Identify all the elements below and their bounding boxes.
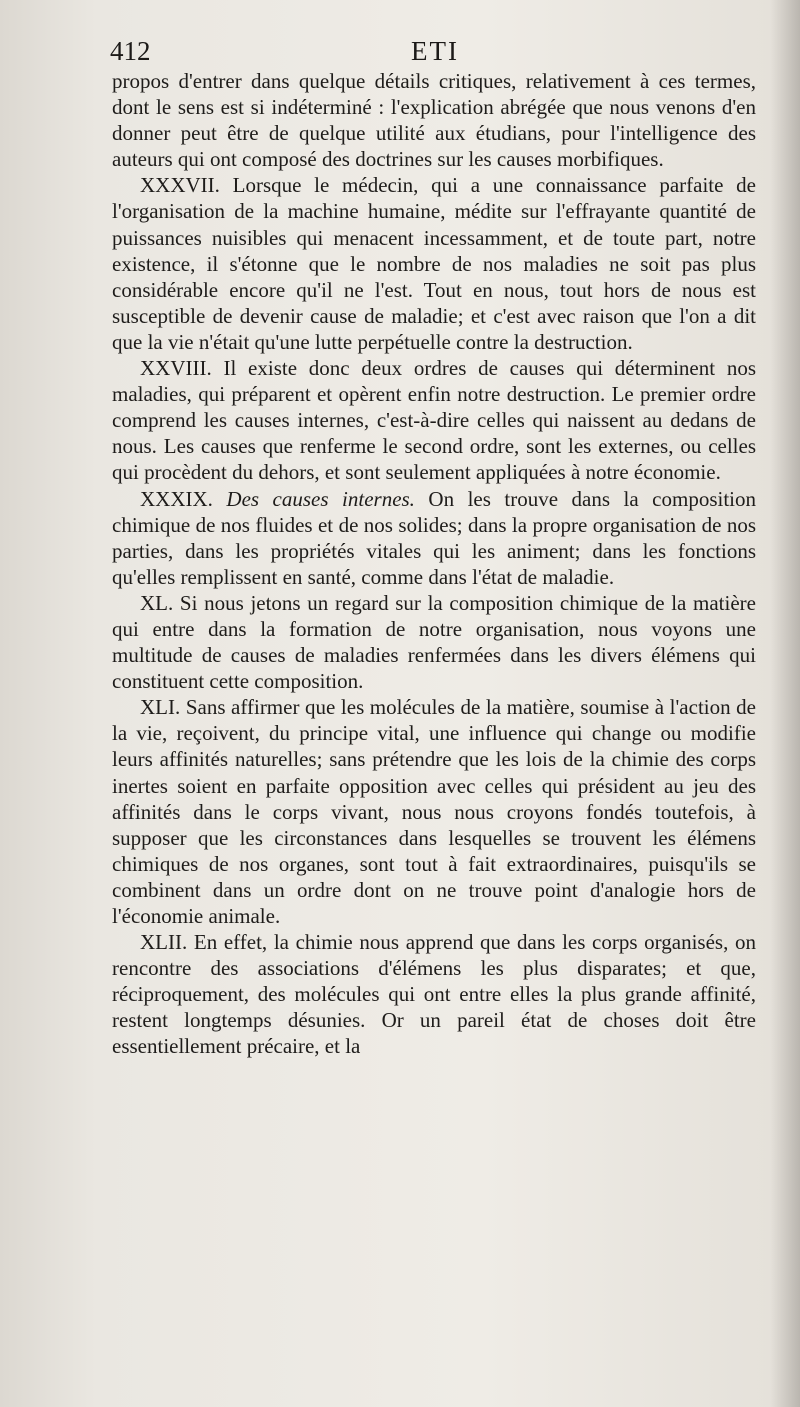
section-numeral: XLI.: [140, 695, 181, 720]
paragraph-xxxix: [112, 486, 756, 590]
section-numeral: XXXVII.: [140, 173, 220, 198]
paragraph-text: On les trouve dans la composition chimique de nos fluides et de nos solides; dans la propre organisation de nos parties, dans les propriétés vitales qui les animent; dans les fonctions qu'elles remplissent en santé, comme dans l'état de maladie.: [112, 486, 756, 589]
running-title: ETI: [411, 36, 459, 66]
paragraph-text: propos d'entrer dans quelque détails critiques, relativement à ces termes, dont le sens est si indéterminé : l'explication abrégée que nous venons d'en donner peut être de quelque utilité aux étudians, pour l'intelligence des auteurs qui ont composé des doctrines sur les causes morbifiques.: [112, 69, 756, 172]
section-title: Des causes internes.: [226, 486, 415, 511]
section-numeral: XXVIII.: [140, 356, 212, 381]
paragraph-xli: [112, 694, 756, 929]
paragraph-xlii: [112, 929, 756, 1059]
section-numeral: XLII.: [140, 930, 188, 955]
page-edge-shadow: [770, 0, 800, 1407]
section-numeral: XL.: [140, 590, 174, 615]
section-numeral: XXXIX.: [140, 486, 213, 511]
paragraph-xxxvii: [112, 172, 756, 355]
paragraph-text: En effet, la chimie nous apprend que dans les corps organisés, on rencontre des associations d'élémens les plus disparates; et que, réciproquement, des molécules qui ont entre elles la plus grande affinité, restent longtemps désunies. Or un pareil état de choses doit être essentiellement précaire, et la: [112, 930, 756, 1059]
paragraph-continuation: [112, 68, 756, 172]
paragraph-text: Lorsque le médecin, qui a une connaissance parfaite de l'organisation de la machine humaine, médite sur l'effrayante quantité de puissances nuisibles qui menacent incessamment, et de toute part, notre existence, il s'étonne que le nombre de nos maladies ne soit pas plus considérable encore qu'il ne l'est. Tout en nous, tout hors de nous est susceptible de devenir cause de maladie; et c'est avec raison que l'on a dit que la vie n'était qu'une lutte perpétuelle contre la destruction.: [112, 173, 756, 354]
paragraph-text: Sans affirmer que les molécules de la matière, soumise à l'action de la vie, reçoivent, du principe vital, une influence qui change ou modifie leurs affinités naturelles; sans prétendre que les lois de la chimie des corps inertes soient en parfaite opposition avec celles qui président au jeu des affinités dans le corps vivant, nous nous croyons fondés toutefois, à supposer que les circonstances dans lesquelles se trouvent les élémens chimiques de nos organes, sont tout à fait extraordinaires, puisqu'ils se combinent dans un ordre dont on ne trouve point d'analogie hors de l'économie animale.: [112, 695, 756, 928]
paragraph-text: Si nous jetons un regard sur la composition chimique de la matière qui entre dans la formation de notre organisation, nous voyons une multitude de causes de maladies renfermées dans les divers élémens qui constituent cette composition.: [112, 590, 756, 694]
paragraph-text: Il existe donc deux ordres de causes qui déterminent nos maladies, qui préparent et opèrent enfin notre destruction. Le premier ordre comprend les causes internes, c'est-à-dire celles qui naissent au dedans de nous. Les causes que renferme le second ordre, sont les externes, ou celles qui procèdent du dehors, et sont seulement appliquées à notre économie.: [112, 356, 756, 485]
running-head: [110, 36, 760, 66]
page-number: 412: [110, 36, 151, 66]
body-text: [112, 68, 756, 1060]
paragraph-xl: [112, 590, 756, 694]
paragraph-xxviii: [112, 355, 756, 485]
